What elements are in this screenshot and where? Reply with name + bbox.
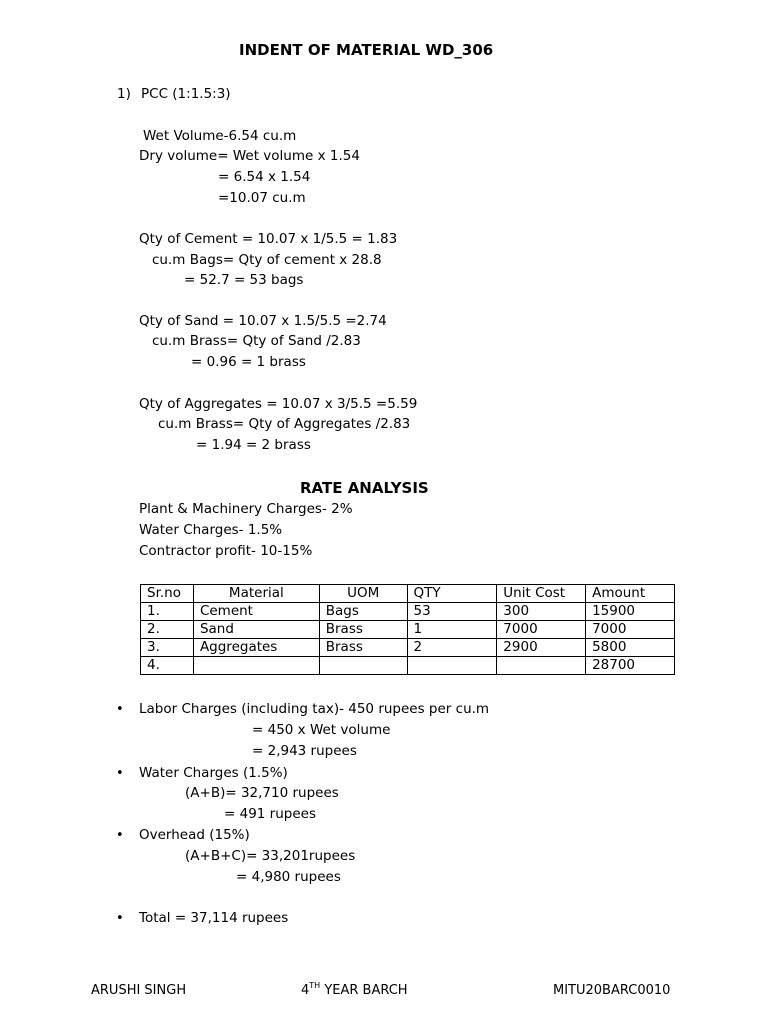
calc-line: cu.m Brass= Qty of Aggregates /2.83 bbox=[158, 416, 411, 432]
calc-line: = 1.94 = 2 brass bbox=[196, 437, 311, 453]
calc-line: Dry volume= Wet volume x 1.54 bbox=[139, 148, 360, 164]
table-cell: 4. bbox=[141, 657, 194, 675]
table-cell: Brass bbox=[319, 639, 407, 657]
header-cell: UOM bbox=[319, 585, 407, 603]
water-charges-title: Water Charges (1.5%) bbox=[139, 765, 288, 781]
footer-year-text: YEAR BARCH bbox=[320, 983, 408, 998]
calc-line: =10.07 cu.m bbox=[218, 190, 306, 206]
table-row bbox=[141, 603, 675, 621]
table-cell: 5800 bbox=[586, 639, 675, 657]
footer-year-number: 4 bbox=[301, 983, 310, 998]
rate-line: Plant & Machinery Charges- 2% bbox=[139, 501, 353, 517]
water-charges-line: (A+B)= 32,710 rupees bbox=[185, 785, 339, 801]
table-cell: 2900 bbox=[497, 639, 586, 657]
calc-line: = 6.54 x 1.54 bbox=[218, 169, 311, 185]
table-cell bbox=[497, 657, 586, 675]
calc-line: = 0.96 = 1 brass bbox=[191, 354, 306, 370]
table-cell: Bags bbox=[319, 603, 407, 621]
header-cell: QTY bbox=[407, 585, 497, 603]
labor-charges-line: = 450 x Wet volume bbox=[252, 722, 391, 738]
table-header-row bbox=[141, 585, 675, 603]
table-cell: Brass bbox=[319, 621, 407, 639]
table-cell bbox=[407, 657, 497, 675]
footer-id: MITU20BARC0010 bbox=[553, 983, 671, 998]
calc-line: Wet Volume-6.54 cu.m bbox=[143, 128, 297, 144]
table-cell: 1 bbox=[407, 621, 497, 639]
table-cell: 15900 bbox=[586, 603, 675, 621]
water-charges-line: = 491 rupees bbox=[224, 806, 316, 822]
labor-charges-line: = 2,943 rupees bbox=[252, 743, 357, 759]
table-cell: 2. bbox=[141, 621, 194, 639]
overhead-title: Overhead (15%) bbox=[139, 827, 250, 843]
table-cell: 7000 bbox=[497, 621, 586, 639]
table-cell: 53 bbox=[407, 603, 497, 621]
bullet-icon: • bbox=[116, 702, 124, 717]
header-cell: Amount bbox=[586, 585, 675, 603]
calc-line: Qty of Aggregates = 10.07 x 3/5.5 =5.59 bbox=[139, 396, 418, 412]
calc-line: Qty of Sand = 10.07 x 1.5/5.5 =2.74 bbox=[139, 313, 387, 329]
table-cell: Sand bbox=[193, 621, 319, 639]
calc-line: = 52.7 = 53 bags bbox=[184, 272, 304, 288]
table-row bbox=[141, 621, 675, 639]
table-cell: 28700 bbox=[586, 657, 675, 675]
overhead-line: = 4,980 rupees bbox=[236, 869, 341, 885]
bullet-icon: • bbox=[116, 911, 124, 926]
table-cell: Cement bbox=[193, 603, 319, 621]
rate-analysis-heading: RATE ANALYSIS bbox=[300, 479, 429, 497]
table-row bbox=[141, 639, 675, 657]
rate-line: Water Charges- 1.5% bbox=[139, 522, 283, 538]
table-cell: Aggregates bbox=[193, 639, 319, 657]
calc-line: Qty of Cement = 10.07 x 1/5.5 = 1.83 bbox=[139, 231, 398, 247]
labor-charges-title: Labor Charges (including tax)- 450 rupees per cu.m bbox=[139, 701, 490, 717]
material-table bbox=[140, 584, 675, 675]
section-heading: PCC (1:1.5:3) bbox=[141, 86, 231, 102]
page-title: INDENT OF MATERIAL WD_306 bbox=[239, 41, 494, 59]
header-cell: Unit Cost bbox=[497, 585, 586, 603]
rate-line: Contractor profit- 10-15% bbox=[139, 543, 313, 559]
calc-line: cu.m Brass= Qty of Sand /2.83 bbox=[152, 333, 361, 349]
total-line: Total = 37,114 rupees bbox=[139, 910, 289, 926]
header-cell: Material bbox=[193, 585, 319, 603]
table-cell: 300 bbox=[497, 603, 586, 621]
overhead-line: (A+B+C)= 33,201rupees bbox=[185, 848, 356, 864]
table-cell: 7000 bbox=[586, 621, 675, 639]
table-cell bbox=[193, 657, 319, 675]
bullet-icon: • bbox=[116, 766, 124, 781]
bullet-icon: • bbox=[116, 828, 124, 843]
table-cell: 1. bbox=[141, 603, 194, 621]
table-row bbox=[141, 657, 675, 675]
section-number: 1) bbox=[117, 86, 131, 102]
footer-year-suffix: TH bbox=[309, 981, 321, 990]
header-cell: Sr.no bbox=[141, 585, 194, 603]
table-cell: 2 bbox=[407, 639, 497, 657]
footer-name: ARUSHI SINGH bbox=[91, 983, 187, 998]
table-cell: 3. bbox=[141, 639, 194, 657]
footer-year bbox=[301, 981, 408, 998]
calc-line: cu.m Bags= Qty of cement x 28.8 bbox=[152, 252, 382, 268]
table-cell bbox=[319, 657, 407, 675]
